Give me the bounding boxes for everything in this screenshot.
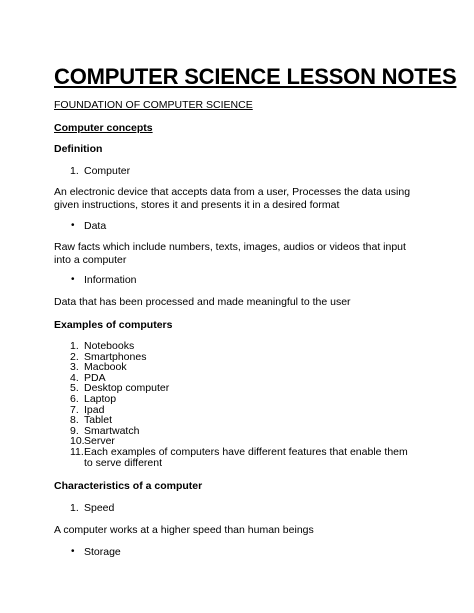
document-subtitle: FOUNDATION OF COMPUTER SCIENCE: [54, 99, 253, 111]
list-marker: 6.: [70, 392, 79, 405]
list-marker: 2.: [70, 350, 79, 363]
list-item-text: Notebooks: [84, 340, 135, 352]
speed-definition: A computer works at a higher speed than human beings: [54, 524, 314, 536]
list-marker: 7.: [70, 403, 79, 416]
list-marker: 4.: [70, 371, 79, 384]
list-item-text: Macbook: [84, 361, 127, 374]
list-item-label: Storage: [84, 546, 121, 558]
data-definition: Raw facts which include numbers, texts, images, audios or videos that input into a computer: [54, 241, 406, 266]
computer-definition: An electronic device that accepts data from a user, Processes the data using given instructions, stores it and presents it in a desired format: [54, 186, 411, 211]
list-item-label: Data: [84, 220, 107, 232]
list-marker: 9.: [70, 424, 79, 437]
definition-heading: Definition: [54, 143, 103, 155]
list-item-text: Desktop computer: [84, 382, 170, 395]
list-marker: 1.: [70, 165, 79, 177]
list-item-text: Laptop: [84, 392, 117, 405]
list-item: [54, 447, 414, 468]
examples-list: [54, 341, 414, 468]
list-marker: 3.: [70, 361, 79, 374]
bullet-icon: •: [71, 220, 75, 231]
characteristics-heading: Characteristics of a computer: [54, 480, 203, 492]
list-item-text: Server: [84, 435, 115, 448]
section-heading-concepts: Computer concepts: [54, 122, 153, 134]
bullet-icon: •: [71, 546, 75, 557]
list-marker: 10.: [70, 435, 85, 448]
list-item-text: Smartwatch: [84, 424, 140, 437]
information-definition: Data that has been processed and made meaningful to the user: [54, 296, 351, 308]
list-item-text: Smartphones: [84, 350, 147, 363]
list-marker: 1.: [70, 340, 79, 352]
list-item: [54, 341, 414, 352]
examples-heading: Examples of computers: [54, 319, 173, 331]
list-marker: 1.: [70, 502, 79, 514]
list-item-label: Speed: [84, 502, 115, 514]
list-item-text: PDA: [84, 371, 106, 384]
list-item-label: Computer: [84, 165, 131, 177]
list-item: [54, 394, 414, 405]
list-marker: 11.: [70, 445, 84, 458]
list-marker: 8.: [70, 414, 79, 427]
bullet-icon: •: [71, 274, 75, 285]
list-item-label: Information: [84, 274, 137, 286]
list-item-text: Tablet: [84, 414, 113, 427]
page-title: COMPUTER SCIENCE LESSON NOTES: [54, 64, 457, 89]
list-item: [54, 362, 414, 373]
list-item-text: Ipad: [84, 403, 105, 416]
list-marker: 5.: [70, 382, 79, 395]
list-item-text: Each examples of computers have different features that enable them to serve different: [84, 445, 408, 469]
